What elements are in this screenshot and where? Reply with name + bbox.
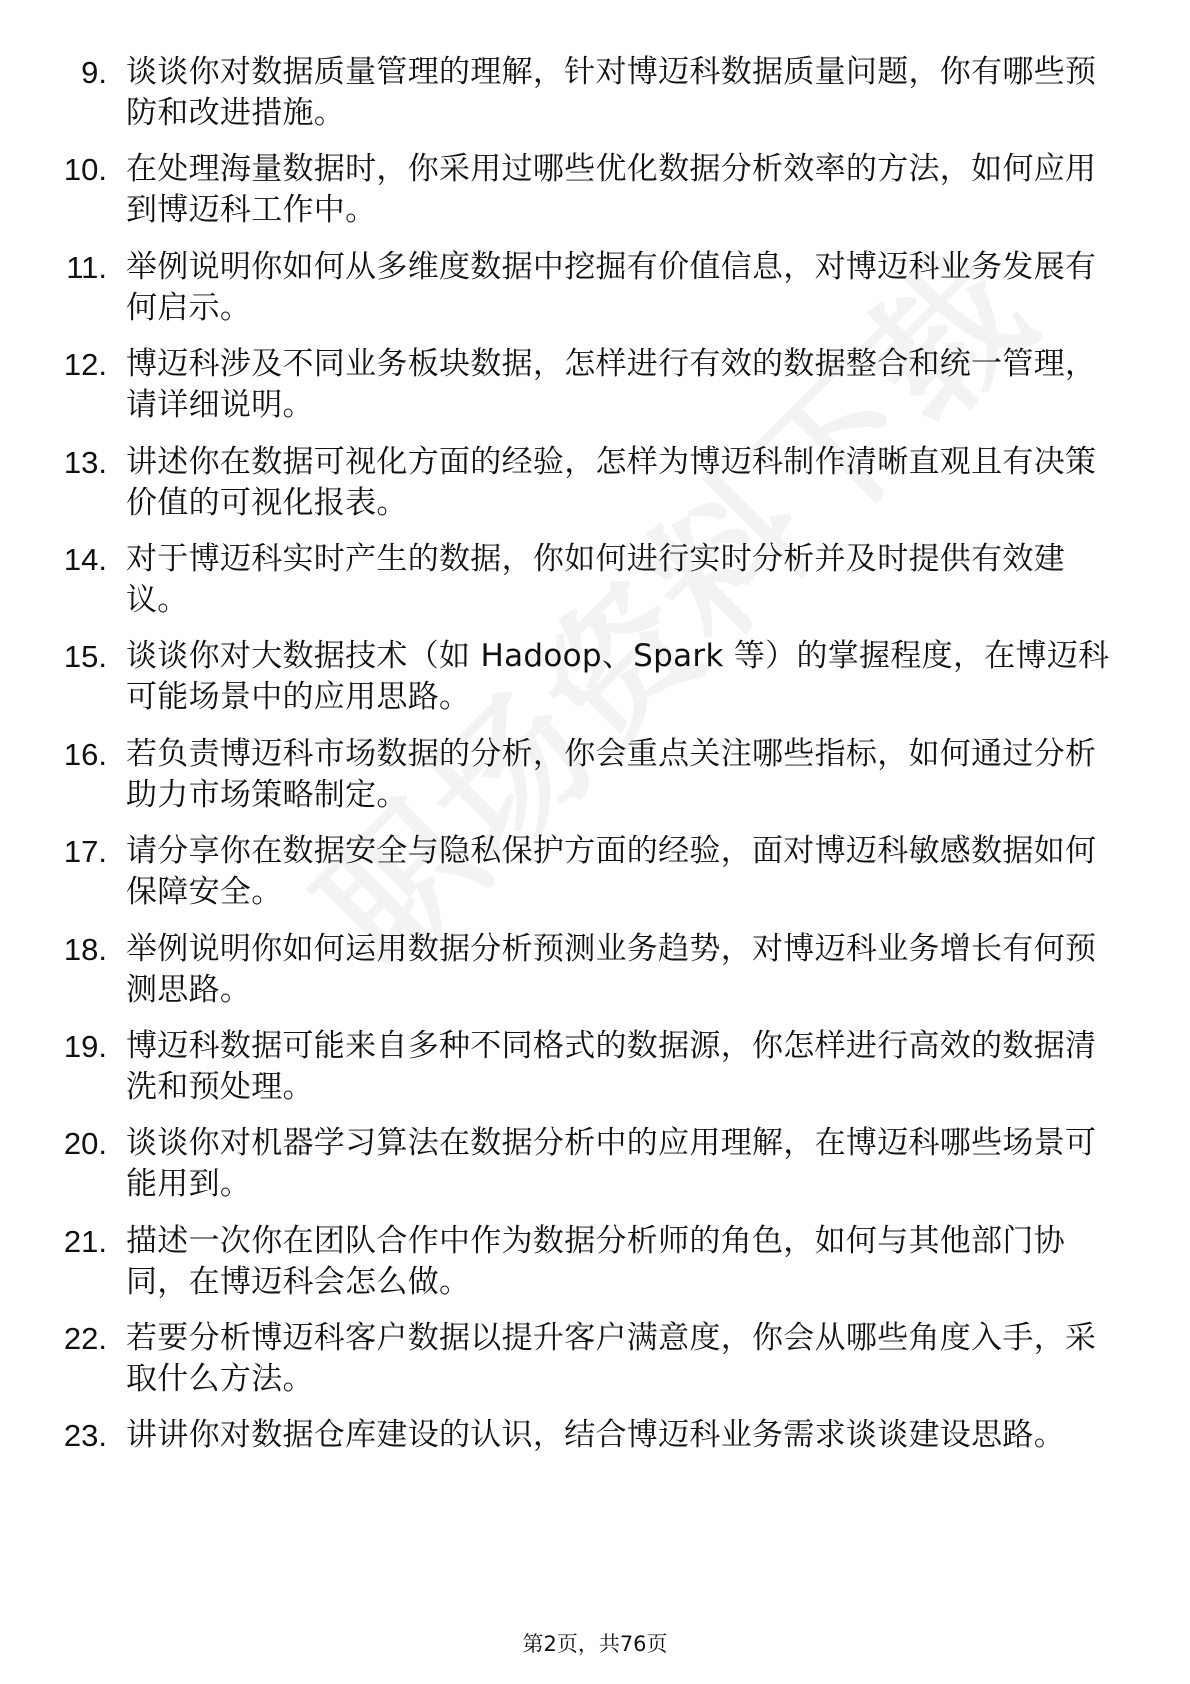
question-number: 14. [63, 541, 107, 577]
question-item-16 [0, 734, 1190, 831]
question-item-12 [0, 344, 1190, 441]
question-item-14 [0, 539, 1190, 636]
question-text: 描述一次你在团队合作中作为数据分析师的角色，如何与其他部门协同，在博迈科会怎么做。 [126, 1222, 1065, 1300]
page-number-footer: 第2页，共76页 [522, 1632, 668, 1656]
question-number: 23. [63, 1418, 107, 1454]
question-item-9 [0, 52, 1190, 149]
question-text: 博迈科涉及不同业务板块数据，怎样进行有效的数据整合和统一管理，请详细说明。 [126, 346, 1097, 424]
question-number: 16. [63, 736, 107, 772]
question-item-10 [0, 149, 1190, 246]
question-number: 9. [81, 55, 107, 90]
question-item-20 [0, 1123, 1190, 1220]
question-text: 若负责博迈科市场数据的分析，你会重点关注哪些指标，如何通过分析助力市场策略制定。 [126, 735, 1097, 813]
question-item-21 [0, 1221, 1190, 1318]
question-number: 12. [63, 347, 107, 383]
question-text: 谈谈你对数据质量管理的理解，针对博迈科数据质量问题，你有哪些预防和改进措施。 [126, 54, 1097, 131]
question-number: 11. [66, 249, 107, 285]
question-item-11 [0, 247, 1190, 344]
question-number: 10. [63, 152, 107, 188]
question-number: 22. [63, 1321, 107, 1357]
question-text: 若要分析博迈科客户数据以提升客户满意度，你会从哪些角度入手，采取什么方法。 [126, 1320, 1097, 1398]
question-text: 博迈科数据可能来自多种不同格式的数据源，你怎样进行高效的数据清洗和预处理。 [126, 1027, 1097, 1105]
question-item-13 [0, 442, 1190, 539]
question-number: 15. [63, 639, 107, 675]
question-number: 18. [63, 931, 107, 967]
question-item-18 [0, 929, 1190, 1026]
question-text: 对于博迈科实时产生的数据，你如何进行实时分析并及时提供有效建议。 [126, 540, 1065, 618]
question-list [0, 52, 1190, 1513]
question-item-19 [0, 1026, 1190, 1123]
question-text: 举例说明你如何运用数据分析预测业务趋势，对博迈科业务增长有何预测思路。 [126, 930, 1097, 1008]
question-text: 在处理海量数据时，你采用过哪些优化数据分析效率的方法，如何应用到博迈科工作中。 [126, 151, 1097, 229]
question-text: 请分享你在数据安全与隐私保护方面的经验，面对博迈科敏感数据如何保障安全。 [126, 833, 1097, 911]
question-text: 讲述你在数据可视化方面的经验，怎样为博迈科制作清晰直观且有决策价值的可视化报表。 [126, 443, 1097, 521]
question-item-23 [0, 1415, 1190, 1512]
question-text: 谈谈你对机器学习算法在数据分析中的应用理解，在博迈科哪些场景可能用到。 [126, 1125, 1097, 1203]
question-item-22 [0, 1318, 1190, 1415]
question-text: 讲讲你对数据仓库建设的认识，结合博迈科业务需求谈谈建设思路。 [126, 1417, 1065, 1454]
question-item-17 [0, 831, 1190, 928]
question-text: 举例说明你如何从多维度数据中挖掘有价值信息，对博迈科业务发展有何启示。 [126, 248, 1097, 326]
question-number: 13. [63, 444, 107, 480]
question-item-15 [0, 636, 1190, 733]
question-number: 17. [63, 834, 107, 870]
question-number: 19. [63, 1028, 107, 1064]
question-number: 20. [63, 1126, 107, 1162]
question-text: 谈谈你对大数据技术（如 Hadoop、Spark 等）的掌握程度，在博迈科可能场景中的应用思路。 [126, 638, 1110, 716]
question-number: 21. [63, 1223, 107, 1259]
